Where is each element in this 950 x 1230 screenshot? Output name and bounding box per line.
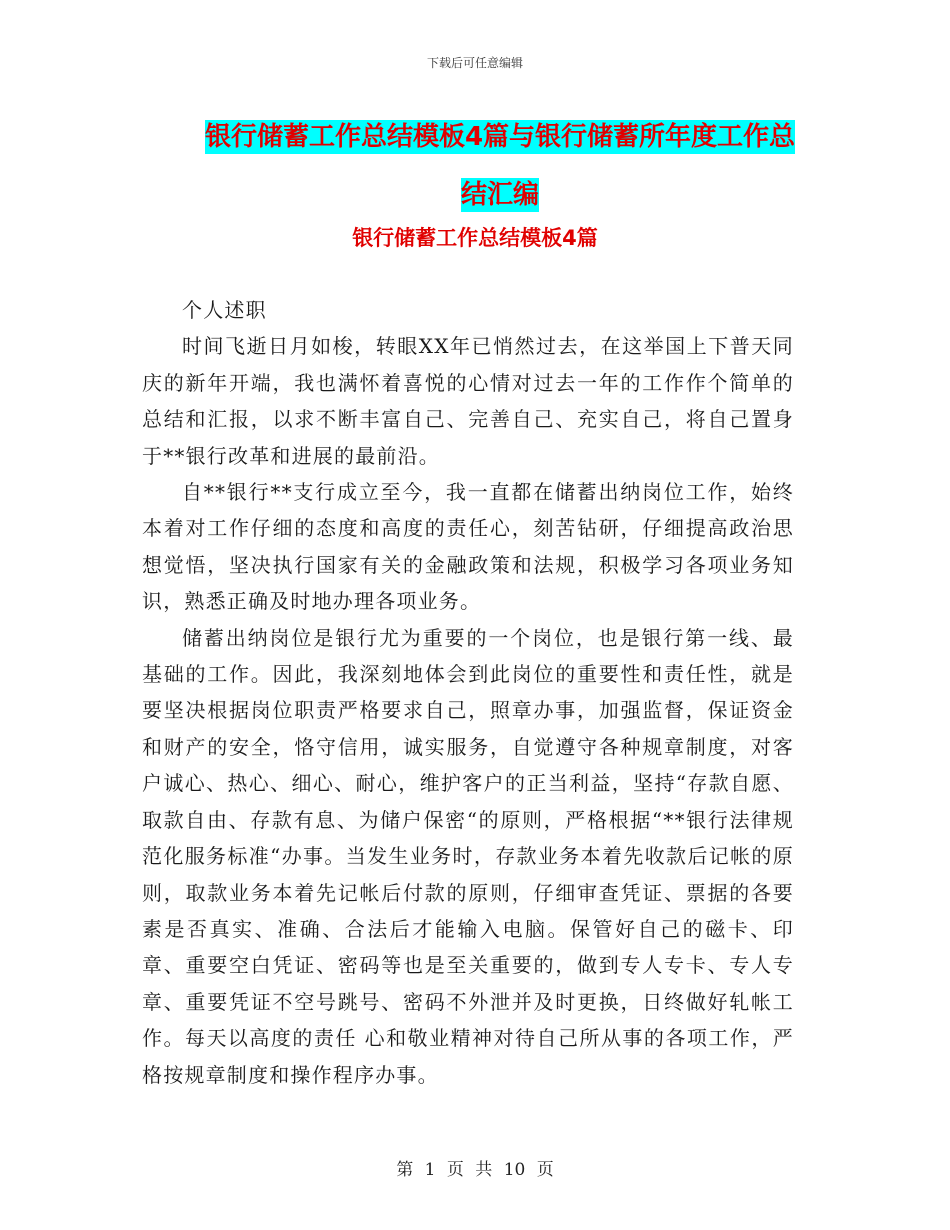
paragraph: 时间飞逝日月如梭，转眼XX年已悄然过去，在这举国上下普天同庆的新年开端，我也满怀着喜悦的心情对过去一年的工作作个简单的总结和汇报，以求不断丰富自己、完善自己、充实自己，将自己置身于**银行改革和进展的最前沿。	[142, 334, 794, 468]
section-title: 银行储蓄工作总结模板4篇	[352, 226, 598, 250]
paragraph: 储蓄出纳岗位是银行尤为重要的一个岗位，也是银行第一线、最基础的工作。因此，我深刻地体会到此岗位的重要性和责任性，就是要坚决根据岗位职责严格要求自己，照章办事，加强监督，保证资金和财产的安全，恪守信用，诚实服务，自觉遵守各种规章制度，对客户诚心、热心、细心、耐心，维护客户的正当利益，坚持“存款自愿、取款自由、存款有息、为储户保密“的原则，严格根据“**银行法律规范化服务标准“办事。当发生业务时，存款业务本着先收款后记帐的原则，取款业务本着先记帐后付款的原则，仔细审查凭证、票据的各要素是否真实、准确、合法后才能输入电脑。保管好自己的磁卡、印章、重要空白凭证、密码等也是至关重要的，做到专人专卡、专人专章、重要凭证不空号跳号、密码不外泄并及时更换，日终做好轧帐工作。每天以高度的责任 心和敬业精神对待自己所从事的各项工作，严格按规章制度和操作程序办事。	[142, 625, 794, 1087]
document-body	[142, 292, 794, 1093]
page-header-note: 下载后可任意编辑	[426, 56, 523, 70]
document-title-line-1: 银行储蓄工作总结模板4篇与银行储蓄所年度工作总	[204, 122, 796, 152]
document-title-line-2: 结汇编	[460, 180, 539, 210]
paragraph: 自**银行**支行成立至今，我一直都在储蓄出纳岗位工作，始终本着对工作仔细的态度和高度的责任心，刻苦钻研，仔细提高政治思想觉悟，坚决执行国家有关的金融政策和法规，积极学习各项业务知识，熟悉正确及时地办理各项业务。	[142, 480, 794, 614]
page-number-footer: 第 1 页 共 10 页	[396, 1160, 554, 1180]
paragraph-heading: 个人述职	[182, 298, 267, 322]
document-title	[140, 108, 860, 224]
